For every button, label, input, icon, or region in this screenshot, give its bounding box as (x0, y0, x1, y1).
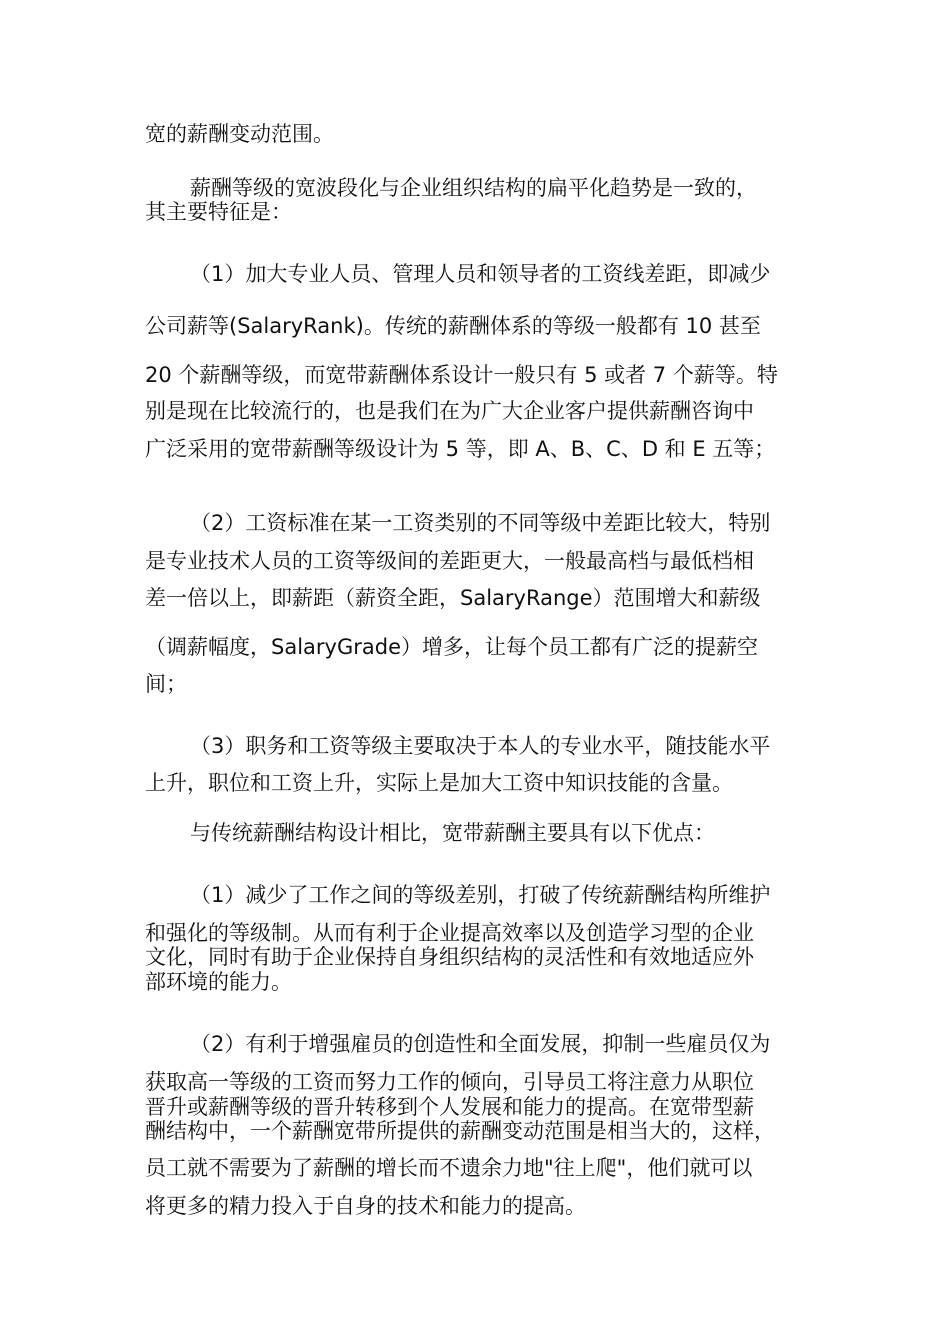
text-line: 和强化的等级制。从而有利于企业提高效率以及创造学习型的企业 (145, 921, 754, 945)
text-line: 差一倍以上，即薪距（薪资全距，SalaryRange）范围增大和薪级 (145, 586, 761, 610)
text-line: 文化，同时有助于企业保持自身组织结构的灵活性和有效地适应外 (145, 945, 754, 969)
text-line: 部环境的能力。 (145, 970, 292, 994)
text-line: 员工就不需要为了薪酬的增长而不遗余力地"往上爬"，他们就可以 (145, 1156, 753, 1180)
text-line: 别是现在比较流行的，也是我们在为广大企业客户提供薪酬咨询中 (145, 399, 754, 423)
text-line: 间； (145, 672, 187, 696)
text-line: 薪酬等级的宽波段化与企业组织结构的扁平化趋势是一致的， (190, 176, 757, 200)
text-line: 晋升或薪酬等级的晋升转移到个人发展和能力的提高。在宽带型薪 (145, 1095, 754, 1119)
text-line: （2）有利于增强雇员的创造性和全面发展，抑制一些雇员仅为 (190, 1032, 771, 1056)
text-line: 公司薪等(SalaryRank)。传统的薪酬体系的等级一般都有 10 甚至 (145, 314, 761, 338)
text-line: 将更多的精力投入于自身的技术和能力的提高。 (145, 1194, 586, 1218)
text-line: （调薪幅度，SalaryGrade）增多，让每个员工都有广泛的提薪空 (145, 635, 758, 659)
text-line: 获取高一等级的工资而努力工作的倾向，引导员工将注意力从职位 (145, 1070, 754, 1094)
text-line: 宽的薪酬变动范围。 (145, 122, 334, 146)
text-line: （1）减少了工作之间的等级差别，打破了传统薪酬结构所维护 (190, 883, 771, 907)
text-line: （1）加大专业人员、管理人员和领导者的工资线差距，即减少 (190, 262, 771, 286)
text-line: （3）职务和工资等级主要取决于本人的专业水平，随技能水平 (190, 734, 771, 758)
text-line: 与传统薪酬结构设计相比，宽带薪酬主要具有以下优点： (190, 821, 715, 845)
text-line: 其主要特征是： (145, 200, 292, 224)
text-line: （2）工资标准在某一工资类别的不同等级中差距比较大，特别 (190, 511, 771, 535)
text-line: 广泛采用的宽带薪酬等级设计为 5 等，即 A、B、C、D 和 E 五等； (145, 437, 776, 461)
text-line: 20 个薪酬等级，而宽带薪酬体系设计一般只有 5 或者 7 个薪等。特 (145, 363, 778, 387)
text-line: 酬结构中，一个薪酬宽带所提供的薪酬变动范围是相当大的，这样， (145, 1119, 775, 1143)
text-line: 是专业技术人员的工资等级间的差距更大，一般最高档与最低档相 (145, 549, 754, 573)
text-line: 上升，职位和工资上升，实际上是加大工资中知识技能的含量。 (145, 771, 733, 795)
